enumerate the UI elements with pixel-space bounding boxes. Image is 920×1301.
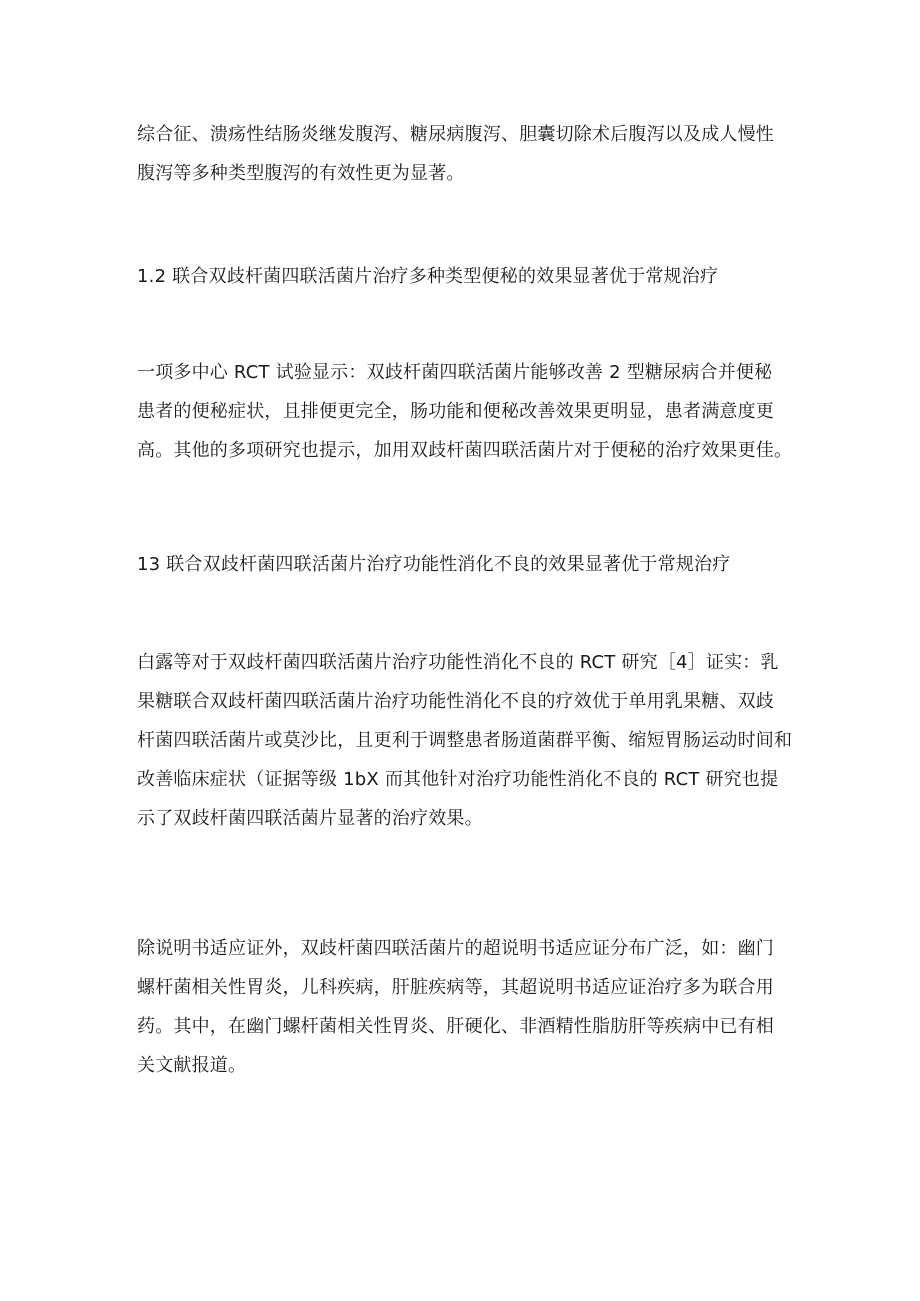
text-line: 螺杆菌相关性胃炎，儿科疾病，肝脏疾病等，其超说明书适应证治疗多为联合用 [137, 977, 774, 998]
section-heading-1-2: 1.2 联合双歧杆菌四联活菌片治疗多种类型便秘的效果显著优于常规治疗 [137, 266, 719, 287]
text-line: 白露等对于双歧杆菌四联活菌片治疗功能性消化不良的 RCT 研究［4］证实：乳 [137, 652, 779, 673]
text-line: 高。其他的多项研究也提示，加用双歧杆菌四联活菌片对于便秘的治疗效果更佳。 [137, 440, 793, 461]
paragraph-off-label-use [137, 929, 797, 1085]
paragraph-diarrhea-continued [137, 115, 797, 193]
text-line: 患者的便秘症状，且排便更完全，肠功能和便秘改善效果更明显，患者满意度更 [137, 401, 774, 422]
paragraph-functional-dyspepsia [137, 643, 797, 838]
text-line: 关文献报道。 [137, 1055, 247, 1076]
text-line: 综合征、溃疡性结肠炎继发腹泻、糖尿病腹泻、胆囊切除术后腹泻以及成人慢性 [137, 124, 774, 145]
text-line: 药。其中，在幽门螺杆菌相关性胃炎、肝硬化、非酒精性脂肪肝等疾病中已有相 [137, 1016, 774, 1037]
text-line: 一项多中心 RCT 试验显示：双歧杆菌四联活菌片能够改善 2 型糖尿病合并便秘 [137, 362, 773, 383]
text-line: 杆菌四联活菌片或莫沙比，且更利于调整患者肠道菌群平衡、缩短胃肠运动时间和 [137, 730, 793, 751]
text-line: 除说明书适应证外，双歧杆菌四联活菌片的超说明书适应证分布广泛，如：幽门 [137, 938, 774, 959]
text-line: 果糖联合双歧杆菌四联活菌片治疗功能性消化不良的疗效优于单用乳果糖、双歧 [137, 691, 774, 712]
section-heading-1-3: 13 联合双歧杆菌四联活菌片治疗功能性消化不良的效果显著优于常规治疗 [137, 554, 731, 575]
text-line: 改善临床症状（证据等级 1bX 而其他针对治疗功能性消化不良的 RCT 研究也提 [137, 769, 779, 790]
text-line: 示了双歧杆菌四联活菌片显著的治疗效果。 [137, 808, 483, 829]
text-line: 腹泻等多种类型腹泻的有效性更为显著。 [137, 163, 465, 184]
paragraph-constipation [137, 353, 797, 470]
